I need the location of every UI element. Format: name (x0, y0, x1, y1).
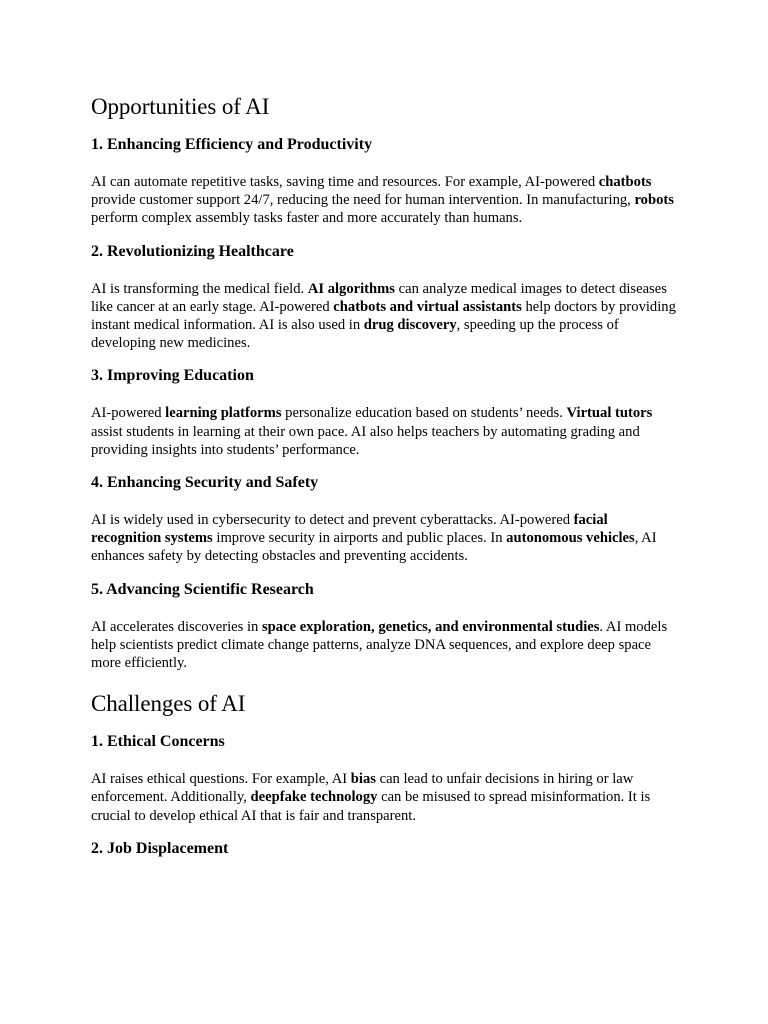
text-run: AI accelerates discoveries in (91, 618, 262, 635)
bold-term: autonomous vehicles (506, 530, 635, 547)
text-run: , AI enhances safety by detecting obstacles and preventing accidents. (91, 530, 657, 565)
bold-term: chatbots (598, 174, 652, 190)
bold-term: deepfake technology (250, 789, 378, 806)
paragraph-education (91, 404, 681, 459)
text-run: can be misused to spread misinformation. It is crucial to develop ethical AI that is fair and transparent. (91, 789, 651, 824)
text-run: provide customer support 24/7, reducing the need for human intervention. In manufacturing, (91, 192, 635, 209)
paragraph-research (91, 618, 681, 673)
heading-efficiency: 1. Enhancing Efficiency and Productivity (91, 136, 373, 153)
text-run: AI is widely used in cybersecurity to detect and prevent cyberattacks. AI-powered (91, 512, 574, 529)
text-run: can analyze medical images to detect diseases like cancer at an early stage. AI-powered (91, 280, 667, 315)
text-run: . AI models help scientists predict climate change patterns, analyze DNA sequences, and explore deep space more efficiently. (91, 618, 668, 672)
section-title-challenges: Challenges of AI (91, 691, 246, 717)
heading-research: 5. Advancing Scientific Research (91, 580, 314, 598)
bold-term: facial recognition systems (91, 512, 608, 547)
paragraph-ethical (91, 770, 681, 825)
bold-term: AI algorithms (307, 280, 395, 297)
heading-education: 3. Improving Education (91, 367, 254, 385)
paragraph-security (91, 511, 681, 566)
paragraph-healthcare (91, 280, 681, 353)
text-run: AI can automate repetitive tasks, saving time and resources. For example, AI-powered (91, 174, 599, 190)
heading-job-displacement: 2. Job Displacement (91, 839, 229, 857)
bold-term: Virtual tutors (566, 405, 653, 422)
text-run: AI is transforming the medical field. (91, 280, 308, 297)
text-run: perform complex assembly tasks faster and more accurately than humans. (91, 210, 523, 227)
text-run: personalize education based on students’ needs. (281, 405, 567, 422)
text-run: improve security in airports and public places. In (212, 530, 507, 547)
bold-term: bias (350, 771, 376, 788)
heading-healthcare: 2. Revolutionizing Healthcare (91, 242, 294, 260)
bold-term: learning platforms (165, 405, 282, 422)
text-run: assist students in learning at their own pace. AI also helps teachers by automating grading and providing insights into students’ performance. (91, 423, 640, 458)
bold-term: chatbots and virtual assistants (333, 298, 522, 315)
text-run: AI-powered (91, 405, 166, 422)
text-run: , speeding up the process of developing new medicines. (91, 317, 619, 352)
section-title-opportunities: Opportunities of AI (91, 94, 270, 119)
heading-security: 4. Enhancing Security and Safety (91, 474, 319, 492)
text-run: can lead to unfair decisions in hiring or law enforcement. Additionally, (91, 771, 634, 806)
bold-term: space exploration, genetics, and environmental studies (262, 618, 600, 635)
text-run: help doctors by providing instant medical information. AI is also used in (91, 298, 676, 334)
paragraph-efficiency (91, 173, 681, 228)
document-page (91, 92, 681, 859)
bold-term: drug discovery (363, 317, 457, 334)
text-run: AI raises ethical questions. For example, AI (91, 771, 351, 788)
bold-term: robots (634, 192, 674, 209)
heading-ethical: 1. Ethical Concerns (91, 733, 225, 751)
